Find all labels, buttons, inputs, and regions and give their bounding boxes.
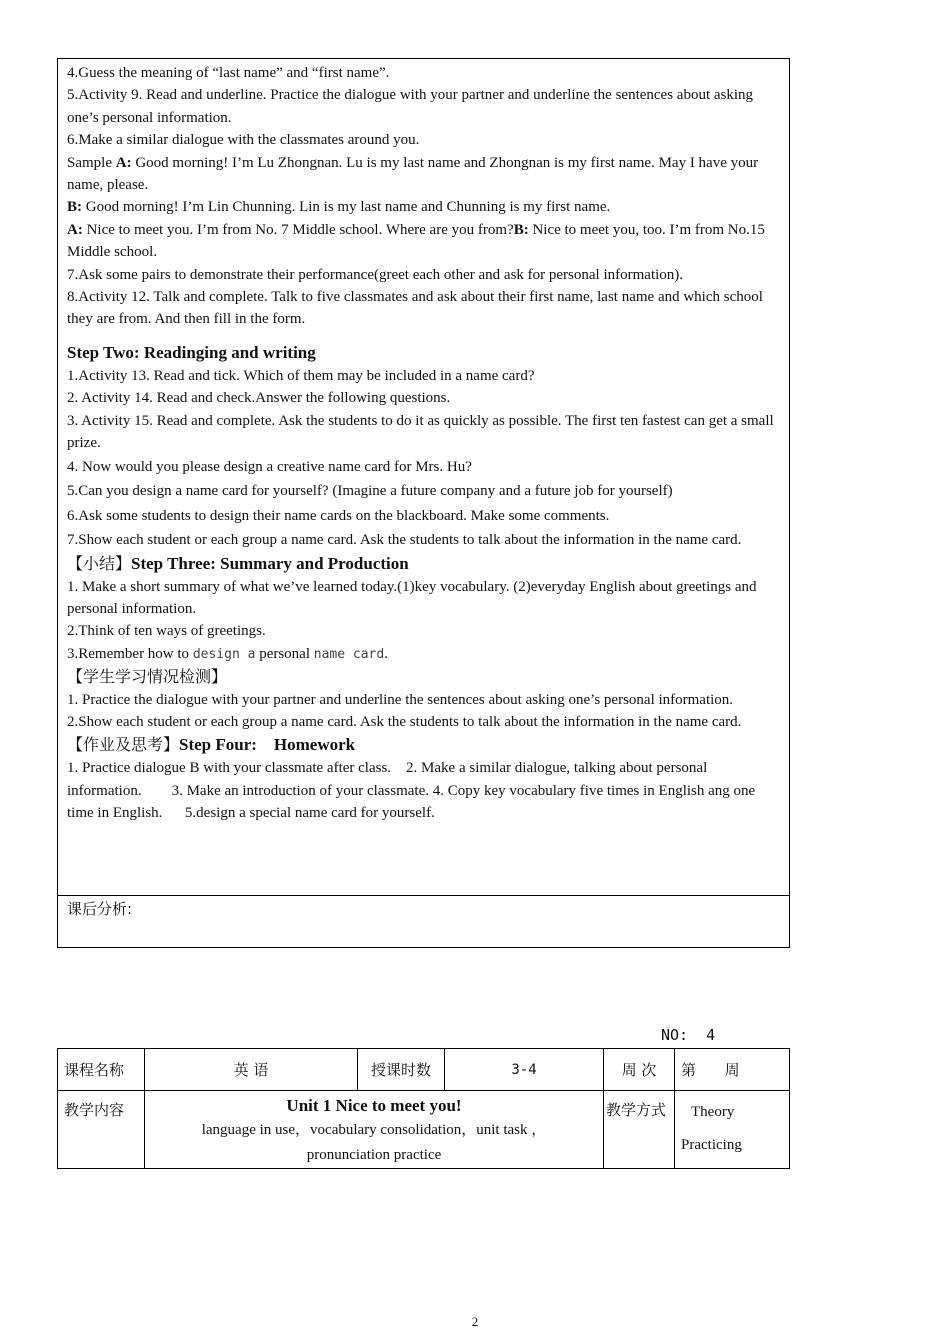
method-cell [675, 1091, 790, 1169]
content-title: Unit 1 Nice to meet you! [286, 1096, 462, 1115]
lesson-plan-content [67, 62, 783, 825]
method-line: Theory [691, 1104, 735, 1120]
step-two-line: 3. Activity 15. Read and complete. Ask the students to do it as quickly as possible. The first ten fastest can get a small prize. [67, 412, 774, 452]
remember-term: design a [192, 646, 256, 662]
step-two-line: 5.Can you design a name card for yourself? (Imagine a future company and a future job for yourself) [67, 482, 673, 499]
speaker-a-label: A: [115, 154, 132, 171]
step-two-heading: Step Two: Readinging and writing [67, 342, 316, 362]
remember-prefix: 3.Remember how to [67, 645, 193, 662]
step-four-title: Step Four: Homework [179, 735, 356, 755]
step-three-title: Step Three: Summary and Production [131, 553, 409, 573]
content-cell [145, 1091, 604, 1169]
cjk-bracket-label: 【小结】 [67, 553, 132, 573]
step-two-line: 1.Activity 13. Read and tick. Which of them may be included in a name card? [67, 367, 535, 384]
content-label: 教学内容 [58, 1091, 145, 1169]
step-line: 6.Make a similar dialogue with the classmates around you. [67, 132, 420, 149]
method-label: 教学方式 [604, 1091, 675, 1169]
sample-dialogue-a1 [67, 152, 783, 197]
speaker-a-label: A: [67, 221, 83, 238]
course-label: 课程名称 [58, 1049, 145, 1091]
course-info-table [57, 1048, 790, 1169]
step-two-line: 6.Ask some students to design their name cards on the blackboard. Make some comments. [67, 507, 610, 524]
lesson-plan-box [57, 58, 790, 948]
step-three-heading [67, 552, 783, 576]
step-three-line: 1. Make a short summary of what we’ve learned today.(1)key vocabulary. (2)everyday English about greetings and personal information. [67, 578, 757, 617]
step-line: 8.Activity 12. Talk and complete. Talk to five classmates and ask about their first name, last name and which school they are from. And then fill in the form. [67, 289, 763, 328]
remember-line [67, 643, 783, 666]
remember-mid: personal [255, 645, 314, 662]
table-row [58, 1091, 790, 1169]
cjk-bracket-label: 【作业及思考】 [67, 735, 180, 755]
step-two-line: 7.Show each student or each group a name card. Ask the students to talk about the information in the name card. [67, 531, 742, 548]
speaker-b-label: B: [67, 199, 82, 216]
step-line: 4.Guess the meaning of “last name” and “first name”. [67, 65, 390, 81]
hours-value: 3-4 [445, 1049, 604, 1091]
sample-dialogue-b1 [67, 196, 783, 218]
method-line: Practicing [681, 1137, 742, 1153]
lesson-number: NO: 4 [661, 1026, 716, 1044]
step-three-line: 2.Think of ten ways of greetings. [67, 623, 266, 640]
analysis-divider [58, 895, 789, 896]
remember-end: . [384, 645, 388, 662]
step-two-line: 2. Activity 14. Read and check.Answer the following questions. [67, 390, 451, 407]
sample-text: Nice to meet you, too. I’m from No.15 Middle school. [67, 221, 765, 261]
step-line: 5.Activity 9. Read and underline. Practice the dialogue with your partner and underline the sentences about asking one’s personal information. [67, 87, 754, 126]
step-two-line: 4. Now would you please design a creative name card for Mrs. Hu? [67, 458, 472, 475]
hours-label: 授课时数 [358, 1049, 445, 1091]
sample-dialogue-a2 [67, 219, 783, 264]
analysis-label: 课后分析: [67, 900, 133, 918]
week-label: 周 次 [604, 1049, 675, 1091]
sample-text: Good morning! I’m Lin Chunning. Lin is my last name and Chunning is my first name. [82, 199, 611, 216]
check-line: 1. Practice the dialogue with your partner and underline the sentences about asking one’s personal information. [67, 691, 734, 708]
sample-text: Nice to meet you. I’m from No. 7 Middle school. Where are you from? [82, 221, 514, 238]
step-line: 7.Ask some pairs to demonstrate their performance(greet each other and ask for personal information). [67, 266, 684, 283]
page-number: 2 [471, 1314, 479, 1329]
table-row [58, 1049, 790, 1091]
sample-prefix: Sample [67, 154, 116, 171]
speaker-b-label: B: [513, 221, 529, 238]
step-four-heading [67, 733, 783, 757]
sample-text: Good morning! I’m Lu Zhongnan. Lu is my last name and Zhongnan is my first name. May I have your name, please. [67, 154, 759, 194]
check-heading: 【学生学习情况检测】 [67, 667, 228, 687]
homework-text: 1. Practice dialogue B with your classmate after class. 2. Make a similar dialogue, talking about personal information. 3. Make an introduction of your classmate. 4. Copy key vocabulary five times in English ang one time in English. 5.design a special name card for yourself. [67, 760, 759, 822]
remember-term: name card [313, 646, 385, 662]
week-value: 第 周 [675, 1049, 790, 1091]
check-line: 2.Show each student or each group a name card. Ask the students to talk about the information in the name card. [67, 713, 742, 730]
content-detail: language in use，vocabulary consolidation，unit task ，pronunciation practice [201, 1122, 547, 1163]
course-value: 英 语 [145, 1049, 358, 1091]
